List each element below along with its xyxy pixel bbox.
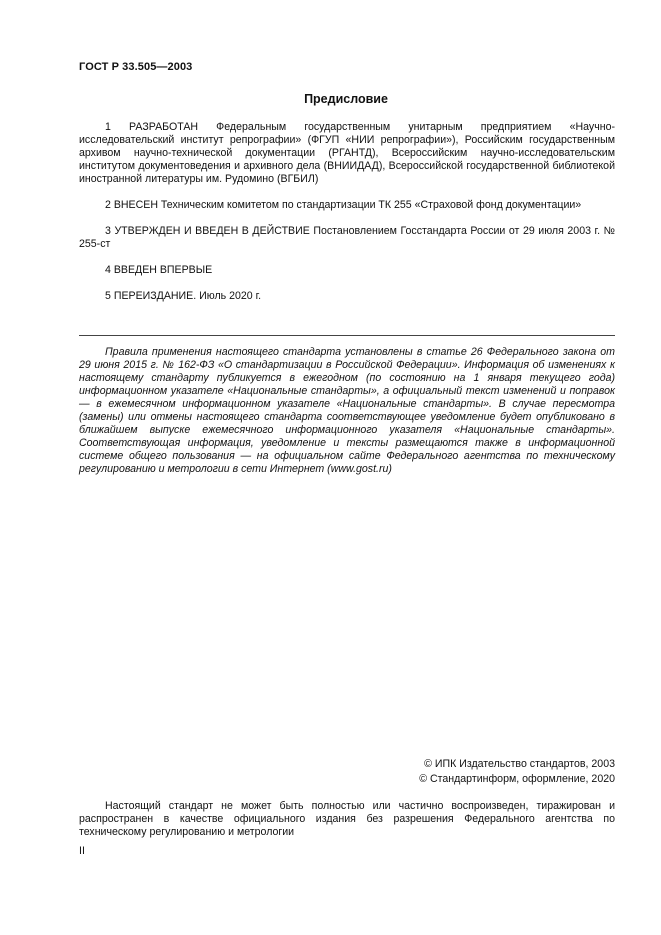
application-rules-notice: Правила применения настоящего стандарта установлены в статье 26 Федерального закона от 29 июня 2015 г. № 162-ФЗ «О стандартизации в Российской Федерации». Информация об изменениях к настоящему стандарту публикуется в ежегодном (по состоянию на 1 января текущего года) информационном указателе «Национальные стандарты», а официальный текст изменений и поправок — в ежемесячном информационном указателе «Национальные стандарты». В случае пересмотра (замены) или отмены настоящего стандарта соответствующее уведомление будет опубликовано в ближайшем выпуске ежемесячного информационного указателя «Национальные стандарты». Соответствующая информация, уведомление и тексты размещаются также в информационной системе общего пользования — на официальном сайте Федерального агентства по техническому регулированию и метрологии в сети Интернет (www.gost.ru) — [79, 346, 615, 475]
copyright-block — [419, 757, 615, 787]
reissue-paragraph: 5 ПЕРЕИЗДАНИЕ. Июль 2020 г. — [105, 290, 262, 302]
approved-paragraph: 3 УТВЕРЖДЕН И ВВЕДЕН В ДЕЙСТВИЕ Постановлением Госстандарта России от 29 июля 2003 г. № 255-ст — [79, 225, 615, 250]
divider-line — [79, 335, 615, 336]
reproduction-rights-notice: Настоящий стандарт не может быть полностью или частично воспроизведен, тиражирован и распространен в качестве официального издания без разрешения Федерального агентства по техническому регулированию и метрологии — [79, 800, 615, 838]
developer-paragraph: 1 РАЗРАБОТАН Федеральным государственным унитарным предприятием «Научно-исследовательский институт репрографии» (ФГУП «НИИ репрографии»), Российским государственным архивом научно-технической документации (РГАНТД), Всероссийским научно-исследовательским институтом документоведения и архивного дела (ВНИИДАД), Всероссийской государственной библиотекой иностранной литературы им. Рудомино (ВГБИЛ) — [79, 121, 615, 185]
introduced-paragraph: 4 ВВЕДЕН ВПЕРВЫЕ — [105, 264, 213, 276]
copyright-line-publisher: © ИПК Издательство стандартов, 2003 — [424, 758, 615, 770]
standard-number-header: ГОСТ Р 33.505—2003 — [79, 61, 193, 73]
submitted-paragraph: 2 ВНЕСЕН Техническим комитетом по стандартизации ТК 255 «Страховой фонд документации» — [105, 199, 582, 211]
page-number: II — [79, 845, 85, 857]
page-title: Предисловие — [304, 92, 388, 106]
copyright-line-design: © Стандартинформ, оформление, 2020 — [419, 773, 615, 785]
